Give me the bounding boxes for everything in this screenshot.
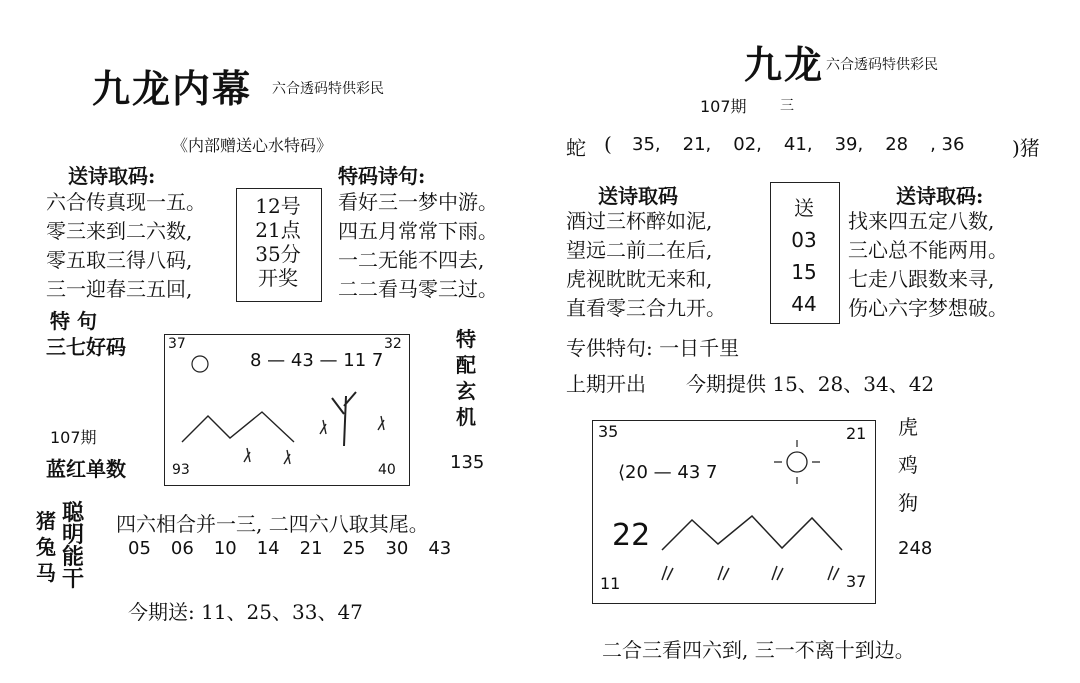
left-smart-char: 明 — [62, 522, 85, 548]
left-smart — [62, 502, 84, 590]
left-smart-char: 能 — [62, 544, 85, 570]
left-vertical-char: 特 — [456, 327, 476, 351]
right-poem-line: 伤心六字梦想破。 — [848, 296, 1008, 320]
right-bottom-verse: 二合三看四六到, 三一不离十到边。 — [602, 638, 915, 662]
left-number: 06 — [170, 538, 194, 559]
left-animal: 马 — [36, 561, 56, 585]
left-poem-line: 零三来到二六数, — [46, 219, 193, 243]
left-vertical — [456, 326, 476, 430]
right-box-line: 03 — [791, 228, 817, 252]
left-animals — [36, 508, 56, 586]
right-issue-mark: 三 — [780, 98, 794, 114]
right-pic-big-number: 22 — [612, 518, 651, 553]
left-smart-char: 聪 — [62, 500, 85, 526]
right-snake-number: , 36 — [930, 134, 965, 155]
left-number-list — [128, 538, 451, 559]
right-snake-number: 41, — [783, 134, 813, 155]
right-provide: 今期提供 15、28、34、42 — [686, 372, 935, 396]
left-blue-red: 蓝红单数 — [46, 457, 126, 481]
left-poem-header: 送诗取码: — [68, 164, 156, 188]
right-poem-header-right: 送诗取码: — [896, 184, 984, 208]
right-snake-end: )猪 — [1012, 136, 1040, 160]
right-send-list — [772, 192, 836, 320]
left-number: 25 — [342, 538, 366, 559]
right-pic-tr: 21 — [846, 424, 867, 443]
left-pic-text: 8 — 43 — 11 7 — [250, 350, 384, 371]
right-box-line: 44 — [791, 292, 817, 316]
left-bracket-note: 《内部赠送心水特码》 — [172, 136, 333, 155]
left-vertical-char: 玄 — [456, 379, 476, 403]
right-picture-sketch — [592, 420, 874, 602]
right-poem-line: 虎视眈眈无来和, — [566, 267, 713, 291]
left-tejv-label: 特 句 — [50, 309, 97, 333]
right-poem-line: 直看零三合九开。 — [566, 296, 726, 320]
left-vertical-char: 机 — [456, 405, 476, 429]
right-snake-number: 35, — [632, 134, 661, 155]
left-tema-line: 看好三一梦中游。 — [338, 190, 498, 214]
right-vertical-char: 虎 — [898, 415, 918, 439]
left-draw-time — [238, 194, 318, 290]
right-poem-left — [566, 207, 726, 323]
right-title: 九龙 — [744, 42, 825, 87]
left-animal: 兔 — [36, 535, 56, 559]
left-issue: 107期 — [50, 428, 97, 447]
left-vertical-char: 配 — [456, 353, 476, 377]
right-box-line: 15 — [791, 260, 817, 284]
left-number: 14 — [256, 538, 280, 559]
right-poem-line: 望远二前二在后, — [566, 238, 713, 262]
left-tema-poem — [338, 188, 498, 304]
left-box-line: 12号 — [255, 194, 301, 218]
right-snake-number: 28 — [885, 134, 909, 155]
left-tema-header: 特码诗句: — [338, 164, 426, 188]
left-pic-tr: 32 — [384, 336, 402, 352]
left-subtitle: 六合透码特供彩民 — [272, 81, 384, 97]
right-vertical-number: 248 — [898, 538, 933, 559]
left-pic-tl: 37 — [168, 336, 186, 352]
right-issue: 107期 — [700, 97, 747, 116]
left-animal: 猪 — [36, 509, 56, 533]
left-poem-line: 三一迎春三五回, — [46, 277, 193, 301]
right-snake-number: 02, — [733, 134, 762, 155]
right-special: 专供特句: 一日千里 — [566, 336, 740, 360]
left-box-line: 35分 — [255, 242, 301, 266]
left-poem — [46, 188, 206, 304]
right-box-line: 送 — [794, 196, 814, 220]
right-last-open: 上期开出 — [566, 372, 646, 396]
right-snake-number: 21, — [682, 134, 712, 155]
left-box-line: 开奖 — [258, 266, 298, 290]
left-today: 今期送: 11、25、33、47 — [128, 600, 363, 624]
left-poem-line: 零五取三得八码, — [46, 248, 193, 272]
left-sanqi: 三七好码 — [46, 335, 126, 359]
right-pic-bl: 11 — [600, 574, 621, 593]
right-vertical-char: 鸡 — [898, 453, 918, 477]
left-box-line: 21点 — [255, 218, 301, 242]
right-vertical — [898, 408, 918, 522]
left-rule: 四六相合并一三, 二四六八取其尾。 — [116, 512, 429, 536]
left-number: 30 — [385, 538, 409, 559]
left-number: 43 — [428, 538, 452, 559]
left-pic-br: 40 — [378, 462, 396, 478]
left-number: 05 — [128, 538, 151, 559]
right-subtitle: 六合透码特供彩民 — [826, 57, 938, 73]
right-poem-line: 七走八跟数来寻, — [848, 267, 995, 291]
right-pic-br: 37 — [846, 572, 867, 591]
right-poem-line: 找来四五定八数, — [848, 209, 995, 233]
left-pic-bl: 93 — [172, 462, 190, 478]
right-poem-line: 三心总不能两用。 — [848, 238, 1008, 262]
left-title: 九龙内幕 — [92, 66, 253, 111]
left-poem-line: 六合传真现一五。 — [46, 190, 206, 214]
left-number: 10 — [213, 538, 237, 559]
left-smart-char: 干 — [62, 566, 85, 592]
right-poem-header-left: 送诗取码 — [598, 184, 678, 208]
right-snake-numbers — [632, 134, 964, 155]
left-tema-line: 一二无能不四去, — [338, 248, 485, 272]
right-poem-right — [848, 207, 1008, 323]
left-number: 21 — [299, 538, 323, 559]
right-snake-open: ( — [604, 132, 612, 156]
right-poem-line: 酒过三杯醉如泥, — [566, 209, 713, 233]
left-tema-line: 二二看马零三过。 — [338, 277, 498, 301]
right-pic-tl: 35 — [598, 422, 619, 441]
right-snake-number: 39, — [834, 134, 864, 155]
left-vertical-number: 135 — [450, 452, 485, 473]
left-tema-line: 四五月常常下雨。 — [338, 219, 498, 243]
right-vertical-char: 狗 — [898, 491, 918, 515]
right-snake-start: 蛇 — [566, 136, 586, 160]
right-pic-text: ⟨20 — 43 7 — [618, 462, 718, 483]
